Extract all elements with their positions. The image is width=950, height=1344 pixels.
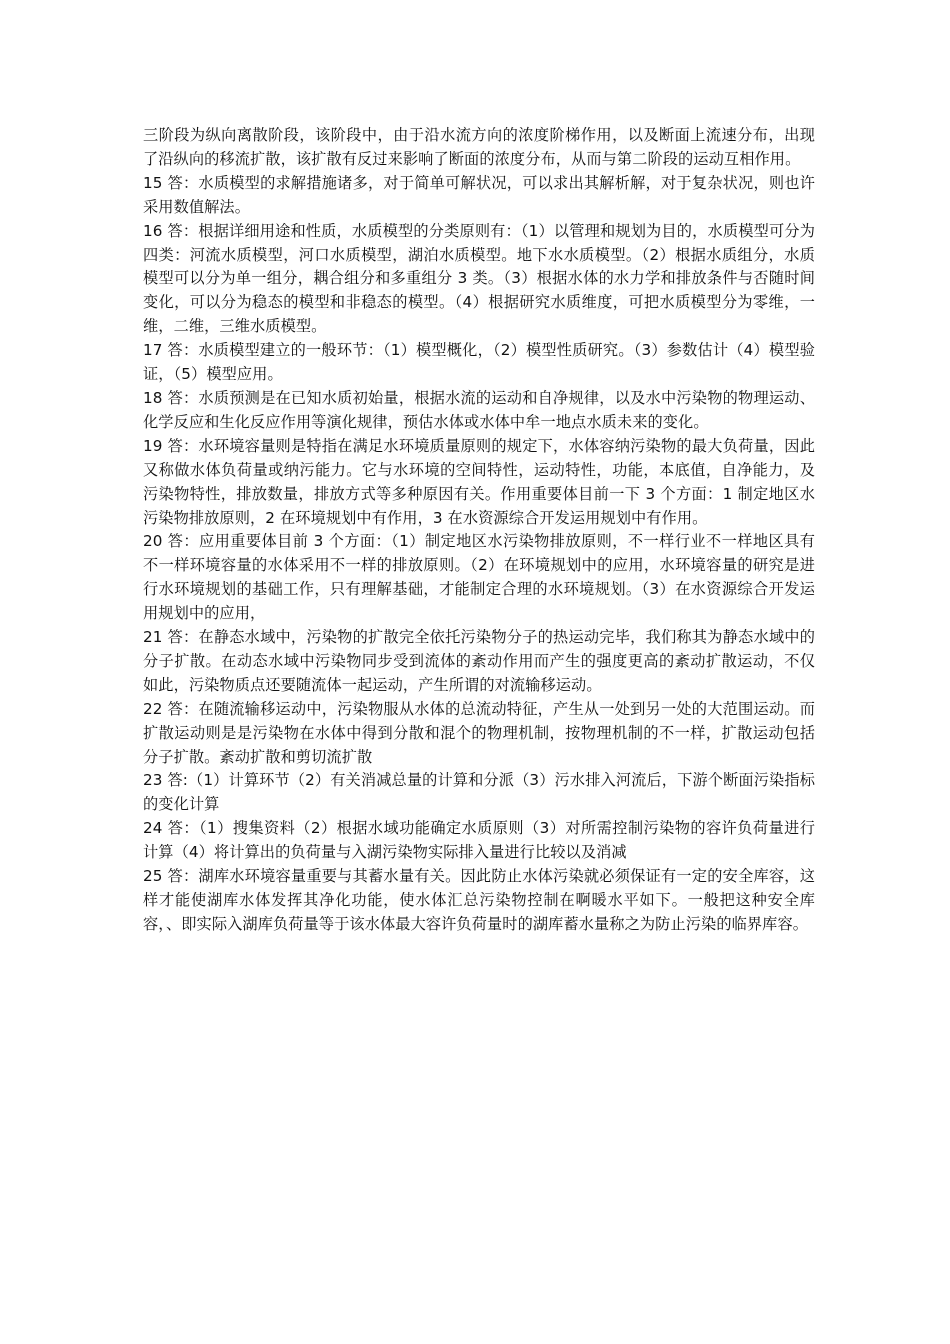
paragraph-answer-23: 23 答:（1）计算环节（2）有关消减总量的计算和分派（3）污水排入河流后，下游个断面污染指标的变化计算 bbox=[143, 771, 815, 814]
paragraph-answer-17: 17 答：水质模型建立的一般环节：（1）模型概化，（2）模型性质研究。（3）参数估计（4）模型验证，（5）模型应用。 bbox=[143, 341, 815, 384]
paragraph-answer-21: 21 答：在静态水域中，污染物的扩散完全依托污染物分子的热运动完毕，我们称其为静态水域中的分子扩散。在动态水域中污染物同步受到流体的紊动作用而产生的强度更高的紊动扩散运动，不仅如此，污染物质点还要随流体一起运动，产生所谓的对流输移运动。 bbox=[143, 628, 815, 694]
document-body bbox=[143, 124, 815, 937]
paragraph-answer-25: 25 答：湖库水环境容量重要与其蓄水量有关。因此防止水体污染就必须保证有一定的安全库容，这样才能使湖库水体发挥其净化功能，使水体汇总污染物控制在啊暖水平如下。一般把这种安全库容，、即实际入湖库负荷量等于该水体最大容许负荷量时的湖库蓄水量称之为防止污染的临界库容。 bbox=[143, 867, 815, 933]
paragraph-answer-16: 16 答：根据详细用途和性质，水质模型的分类原则有：（1）以管理和规划为目的，水质模型可分为四类：河流水质模型，河口水质模型，湖泊水质模型。地下水水质模型。（2）根据水质组分，水质模型可以分为单一组分，耦合组分和多重组分 3 类。（3）根据水体的水力学和排放条件与否随时间变化，可以分为稳态的模型和非稳态的模型。（4）根据研究水质维度，可把水质模型分为零维，一维，二维，三维水质模型。 bbox=[143, 221, 815, 336]
paragraph-answer-15: 15 答：水质模型的求解措施诸多，对于简单可解状况，可以求出其解析解，对于复杂状况，则也许采用数值解法。 bbox=[143, 173, 815, 216]
paragraph-stage-three: 三阶段为纵向离散阶段，该阶段中，由于沿水流方向的浓度阶梯作用，以及断面上流速分布，出现了沿纵向的移流扩散，该扩散有反过来影响了断面的浓度分布，从而与第二阶段的运动互相作用。 bbox=[143, 126, 815, 168]
paragraph-answer-18: 18 答：水质预测是在已知水质初始量，根据水流的运动和自净规律，以及水中污染物的物理运动、化学反应和生化反应作用等演化规律，预估水体或水体中牟一地点水质未来的变化。 bbox=[143, 388, 815, 431]
paragraph-answer-22: 22 答：在随流输移运动中，污染物服从水体的总流动特征，产生从一处到另一处的大范围运动。而扩散运动则是是污染物在水体中得到分散和混个的物理机制，按物理机制的不一样，扩散运动包括分子扩散。紊动扩散和剪切流扩散 bbox=[143, 699, 815, 766]
paragraph-answer-19: 19 答：水环境容量则是特指在满足水环境质量原则的规定下，水体容纳污染物的最大负荷量，因此又称做水体负荷量或纳污能力。它与水环境的空间特性，运动特性，功能，本底值，自净能力，及污染物特性，排放数量，排放方式等多种原因有关。作用重要体目前一下 3 个方面：1 制定地区水污染物排放原则，2 在环境规划中有作用，3 在水资源综合开发运用规划中有作用。 bbox=[143, 436, 815, 527]
paragraph-answer-24: 24 答：（1）搜集资料（2）根据水域功能确定水质原则（3）对所需控制污染物的容许负荷量进行计算（4）将计算出的负荷量与入湖污染物实际排入量进行比较以及消减 bbox=[143, 819, 815, 862]
paragraph-answer-20: 20 答：应用重要体目前 3 个方面：（1）制定地区水污染物排放原则，不一样行业不一样地区具有不一样环境容量的水体采用不一样的排放原则。（2）在环境规划中的应用，水环境容量的研究是进行水环境规划的基础工作，只有理解基础，才能制定合理的水环境规划。（3）在水资源综合开发运用规划中的应用， bbox=[143, 532, 815, 623]
